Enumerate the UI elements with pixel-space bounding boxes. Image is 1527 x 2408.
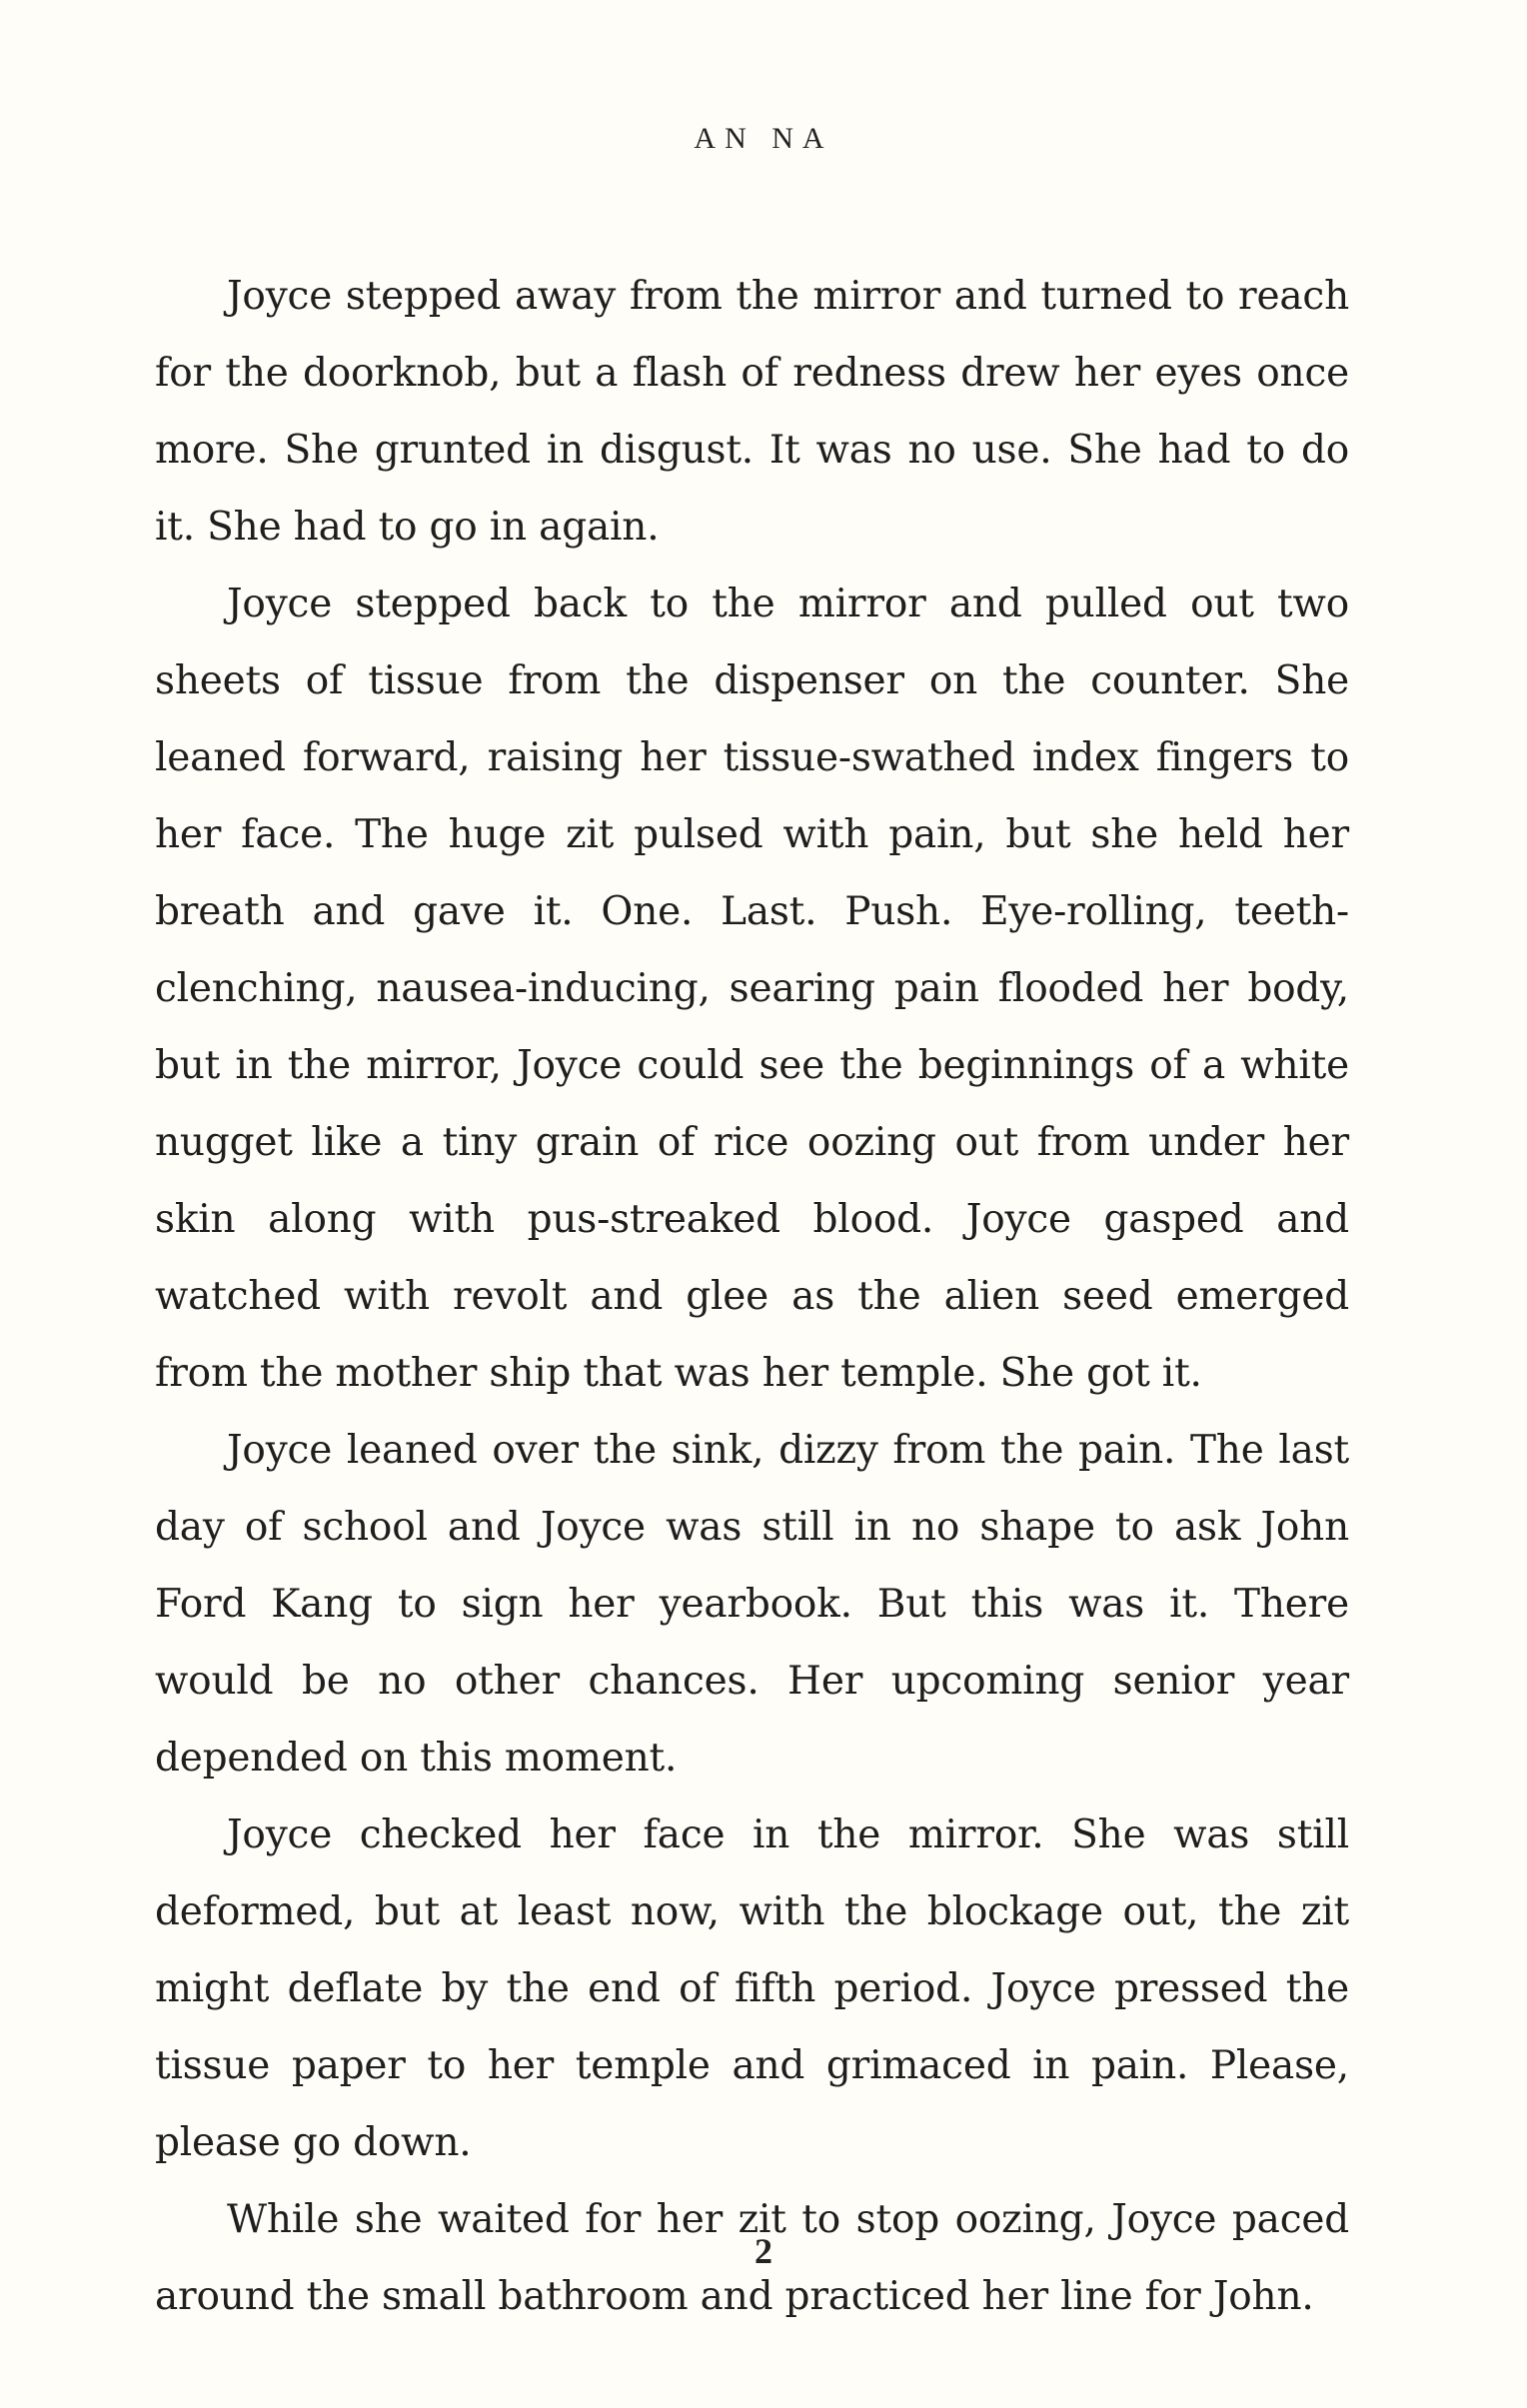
paragraph: Joyce checked her face in the mirror. She was still deformed, but at least now, with the blockage out, the zit might deflate by the end of fifth period. Joyce pressed the tissue paper to her temple and grimaced in pain. Please, please go down. <box>155 1812 1349 2165</box>
paragraph: Joyce leaned over the sink, dizzy from the pain. The last day of school and Joyce was still in no shape to ask John Ford Kang to sign her yearbook. But this was it. There would be no other chances. Her upcoming senior year depended on this moment. <box>155 1428 1349 1781</box>
paragraph: Joyce stepped back to the mirror and pulled out two sheets of tissue from the dispenser on the counter. She leaned forward, raising her tissue-swathed index fingers to her face. The huge zit pulsed with pain, but she held her breath and gave it. One. Last. Push. Eye-rolling, teeth-clenching, nausea-inducing, searing pain flooded her body, but in the mirror, Joyce could see the beginnings of a white nugget like a tiny grain of rice oozing out from under her skin along with pus-streaked blood. Joyce gasped and watched with revolt and glee as the alien seed emerged from the mother ship that was her temple. She got it. <box>155 582 1349 1396</box>
paragraph: Joyce stepped away from the mirror and turned to reach for the doorknob, but a flash of redness drew her eyes once more. She grunted in disgust. It was no use. She had to do it. She had to go in again. <box>155 274 1349 550</box>
running-head: AN NA <box>694 122 833 155</box>
page-number: 2 <box>755 2231 772 2271</box>
paragraph: While she waited for her zit to stop oozing, Joyce paced around the small bathroom and practiced her line for John. <box>155 2197 1349 2319</box>
body-text <box>155 258 1349 2335</box>
